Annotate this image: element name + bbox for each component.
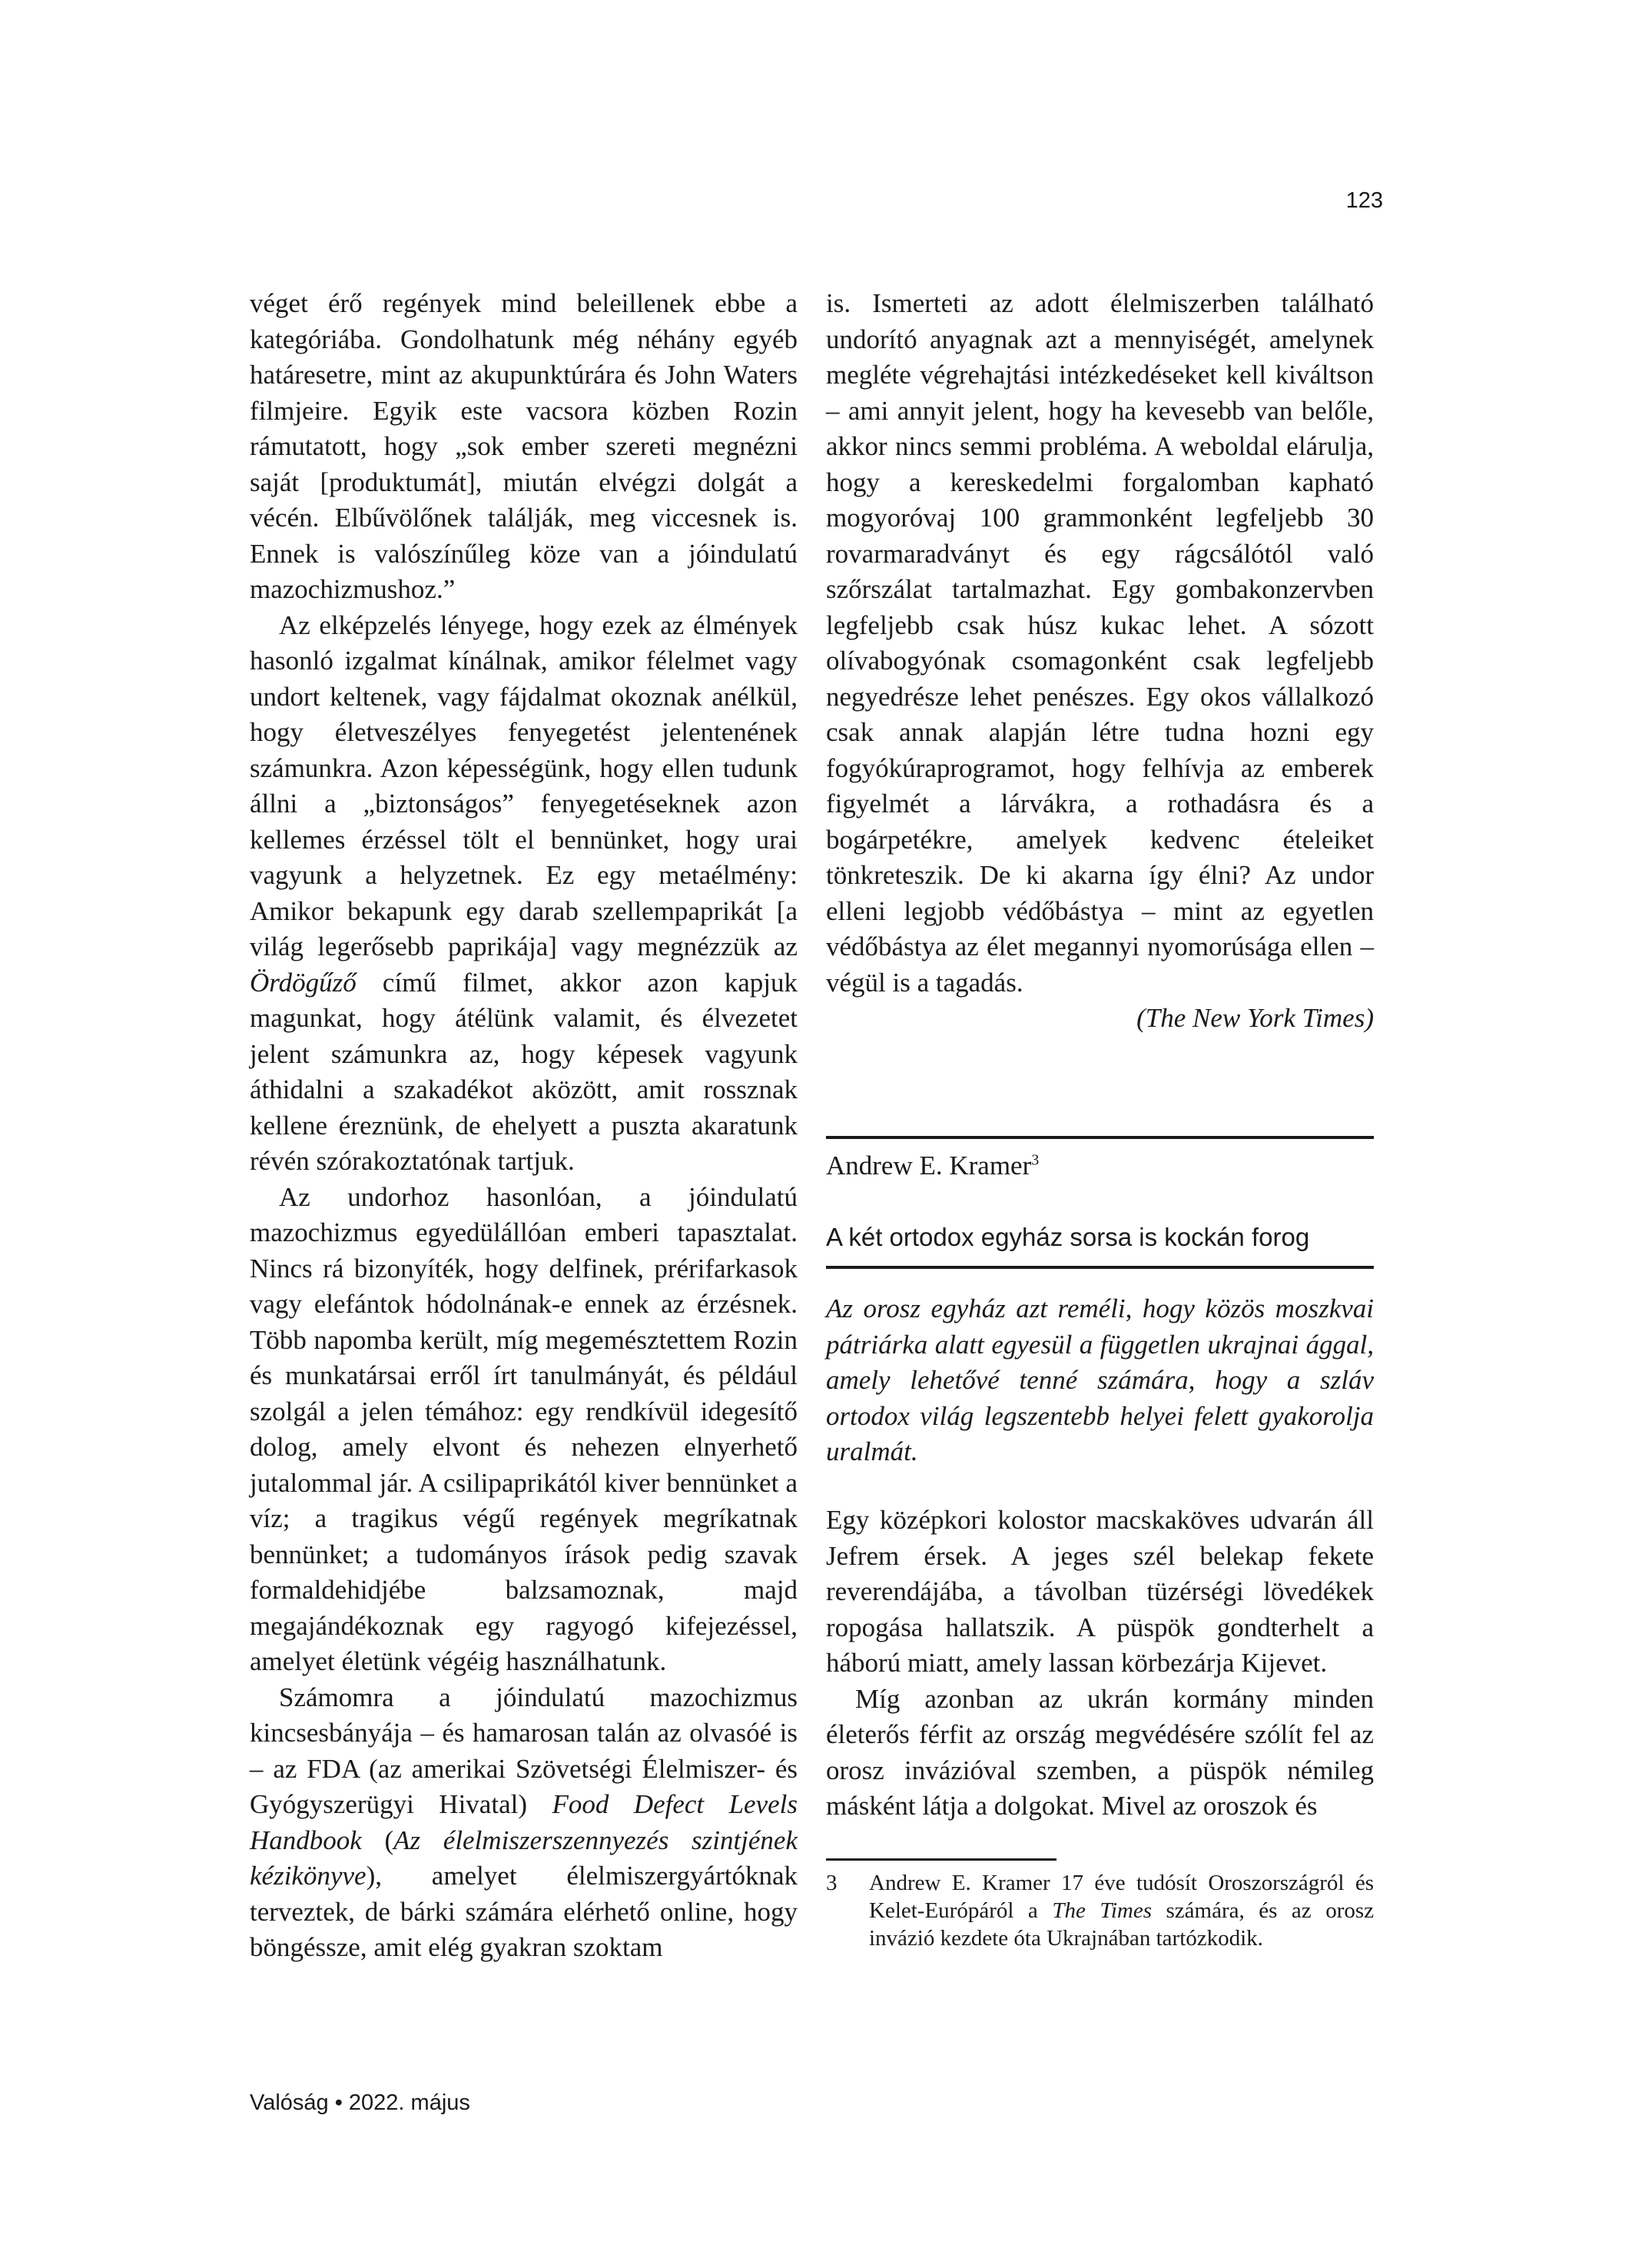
footnote-divider: [826, 1858, 1056, 1861]
article-title: A két ortodox egyház sorsa is kockán forog: [826, 1223, 1310, 1251]
footnote-text: [869, 1869, 1374, 1952]
text-run: Az elképzelés lényege, hogy ezek az élmények hasonló izgalmat kínálnak, amikor félelmet vagy undort keltenek, vagy fájdalmat okoznak anélkül, hogy életveszélyes fenyegetést jelentenének számunkra. Azon képességünk, hogy ellen tudunk állni a „biztonságos” fenyegetéseknek azon kellemes érzéssel tölt el bennünket, hogy urai vagyunk a helyzetnek. Ez egy metaélmény: Amikor bekapunk egy darab szellempaprikát [a világ legerősebb paprikája] vagy megnézzük az: [250, 609, 798, 961]
footnote-number: 3: [826, 1871, 838, 1895]
text-run: Andrew E. Kramer 17 éve tudósít Oroszországról és Kelet-Európáról a: [869, 1871, 1374, 1923]
footnote-mark: 3: [1031, 1151, 1040, 1169]
italic-title: Ördögűző: [250, 967, 357, 998]
paragraph: Egy középkori kolostor macskaköves udvarán áll Jefrem érsek. A jeges szél belekap fekete reverendájába, a távolban tüzérségi lövedékek ropogása hallatszik. A püspök gondterhelt a háború miatt, amely lassan körbezárja Kijevet.: [826, 1505, 1374, 1678]
article-author: [826, 1151, 1039, 1181]
paragraph: [250, 608, 798, 1180]
text-run: számára, és az orosz invázió kezdete óta Ukrajnában tartózkodik.: [869, 1898, 1375, 1951]
text-run: (: [361, 1825, 394, 1855]
source-attribution: (The New York Times): [1136, 1003, 1374, 1033]
text-run: Számomra a jóindulatú mazochizmus kincsesbányája – és hamarosan talán az olvasóé is – az FDA (az amerikai Szövetségi Élelmiszer- és Gyógyszerügyi Hivatal): [250, 1682, 798, 1819]
text-run: című filmet, akkor azon kapjuk magunkat, hogy átélünk valamit, és élvezetet jelent számunkra az, hogy képesek vagyunk áthidalni a szakadékot aközött, amit rossznak kellene éreznünk, de ehelyett a puszta akaratunk révén szórakoztatónak tartjuk.: [250, 967, 798, 1176]
paragraph: véget érő regények mind beleillenek ebbe a kategóriába. Gondolhatunk még néhány egyéb határesetre, mint az akupunktúrára és John Waters filmjeire. Egyik este vacsora közben Rozin rámutatott, hogy „sok ember szereti megnézni saját [produktumát], miután elvégzi dolgát a vécén. Elbűvölőnek találják, meg viccesnek is. Ennek is valószínűleg köze van a jóindulatú mazochizmushoz.”: [250, 288, 798, 604]
italic-title: The Times: [1052, 1898, 1153, 1923]
page-footer: Valóság • 2022. május: [250, 2090, 470, 2115]
paragraph: Míg azonban az ukrán kormány minden életerős férfit az ország megvédésére szólít fel az orosz invázióval szemben, a püspök némileg másként látja a dolgokat. Mivel az oroszok és: [826, 1683, 1374, 1821]
article-body: [826, 1503, 1374, 1825]
paragraph: is. Ismerteti az adott élelmiszerben található undorító anyagnak azt a mennyiségét, amelynek megléte végrehajtási intézkedéseket kell kiváltson – ami annyit jelent, hogy ha kevesebb van belőle, akkor nincs semmi probléma. A weboldal elárulja, hogy a kereskedelmi forgalomban kapható mogyoróvaj 100 grammonként legfeljebb 30 rovarmaradványt és egy rágcsálótól való szőrszálat tartalmazhat. Egy gombakonzervben legfeljebb csak húsz kukac lehet. A sózott olívabogyónak csomagonként csak legfeljebb negyedrésze lehet penészes. Egy okos vállalkozó csak annak alapján létre tudna hozni egy fogyókúraprogramot, hogy felhívja az emberek figyelmét a lárvákra, a rothadásra és a bogárpetékre, amelyek kedvenc ételeiket tönkreteszik. De ki akarna így élni? Az undor elleni legjobb védőbástya – mint az egyetlen védőbástya az élet megannyi nyomorúsága ellen – végül is a tagadás.: [826, 288, 1374, 998]
paragraph: Az undorhoz hasonlóan, a jóindulatú mazochizmus egyedülállóan emberi tapasztalat. Nincs rá bizonyíték, hogy delfinek, prérifarkasok vagy elefántok hódolnának-e ennek az érzésnek. Több napomba került, míg megemésztettem Rozin és munkatársai erről írt tanulmányát, és például szolgál a jelen témához: egy rendkívül idegesítő dolog, amely elvont és nehezen elnyerhető jutalommal jár. A csilipaprikától kiver bennünket a víz; a tragikus végű regények megríkatnak bennünket; a tudományos írások pedig szavak formaldehidjébe balzsamoznak, majd megajándékoznak egy ragyogó kifejezéssel, amelyet életünk végéig használhatunk.: [250, 1181, 798, 1676]
right-column: [826, 286, 1374, 1037]
footnote: [826, 1869, 1374, 1952]
author-name: Andrew E. Kramer: [826, 1151, 1032, 1180]
paragraph: [250, 1680, 798, 1966]
article-lead: Az orosz egyház azt reméli, hogy közös moszkvai pátriárka alatt egyesül a független ukrajnai ággal, amely lehetővé tenné számára, hogy a szláv ortodox világ legszentebb helyei felett gyakorolja uralmát.: [826, 1293, 1374, 1466]
italic-title: Az élelmiszerszennyezés szintjének kézikönyve: [250, 1825, 798, 1891]
page-number: 123: [1345, 188, 1383, 213]
italic-title: Food Defect Levels Handbook: [250, 1789, 798, 1855]
left-column: [250, 286, 798, 1966]
article-divider: [826, 1136, 1374, 1139]
text-run: ), amelyet élelmiszergyártóknak terveztek, de bárki számára elérhető online, hogy böngéssze, amit elég gyakran szoktam: [250, 1861, 798, 1962]
title-divider: [826, 1266, 1374, 1269]
